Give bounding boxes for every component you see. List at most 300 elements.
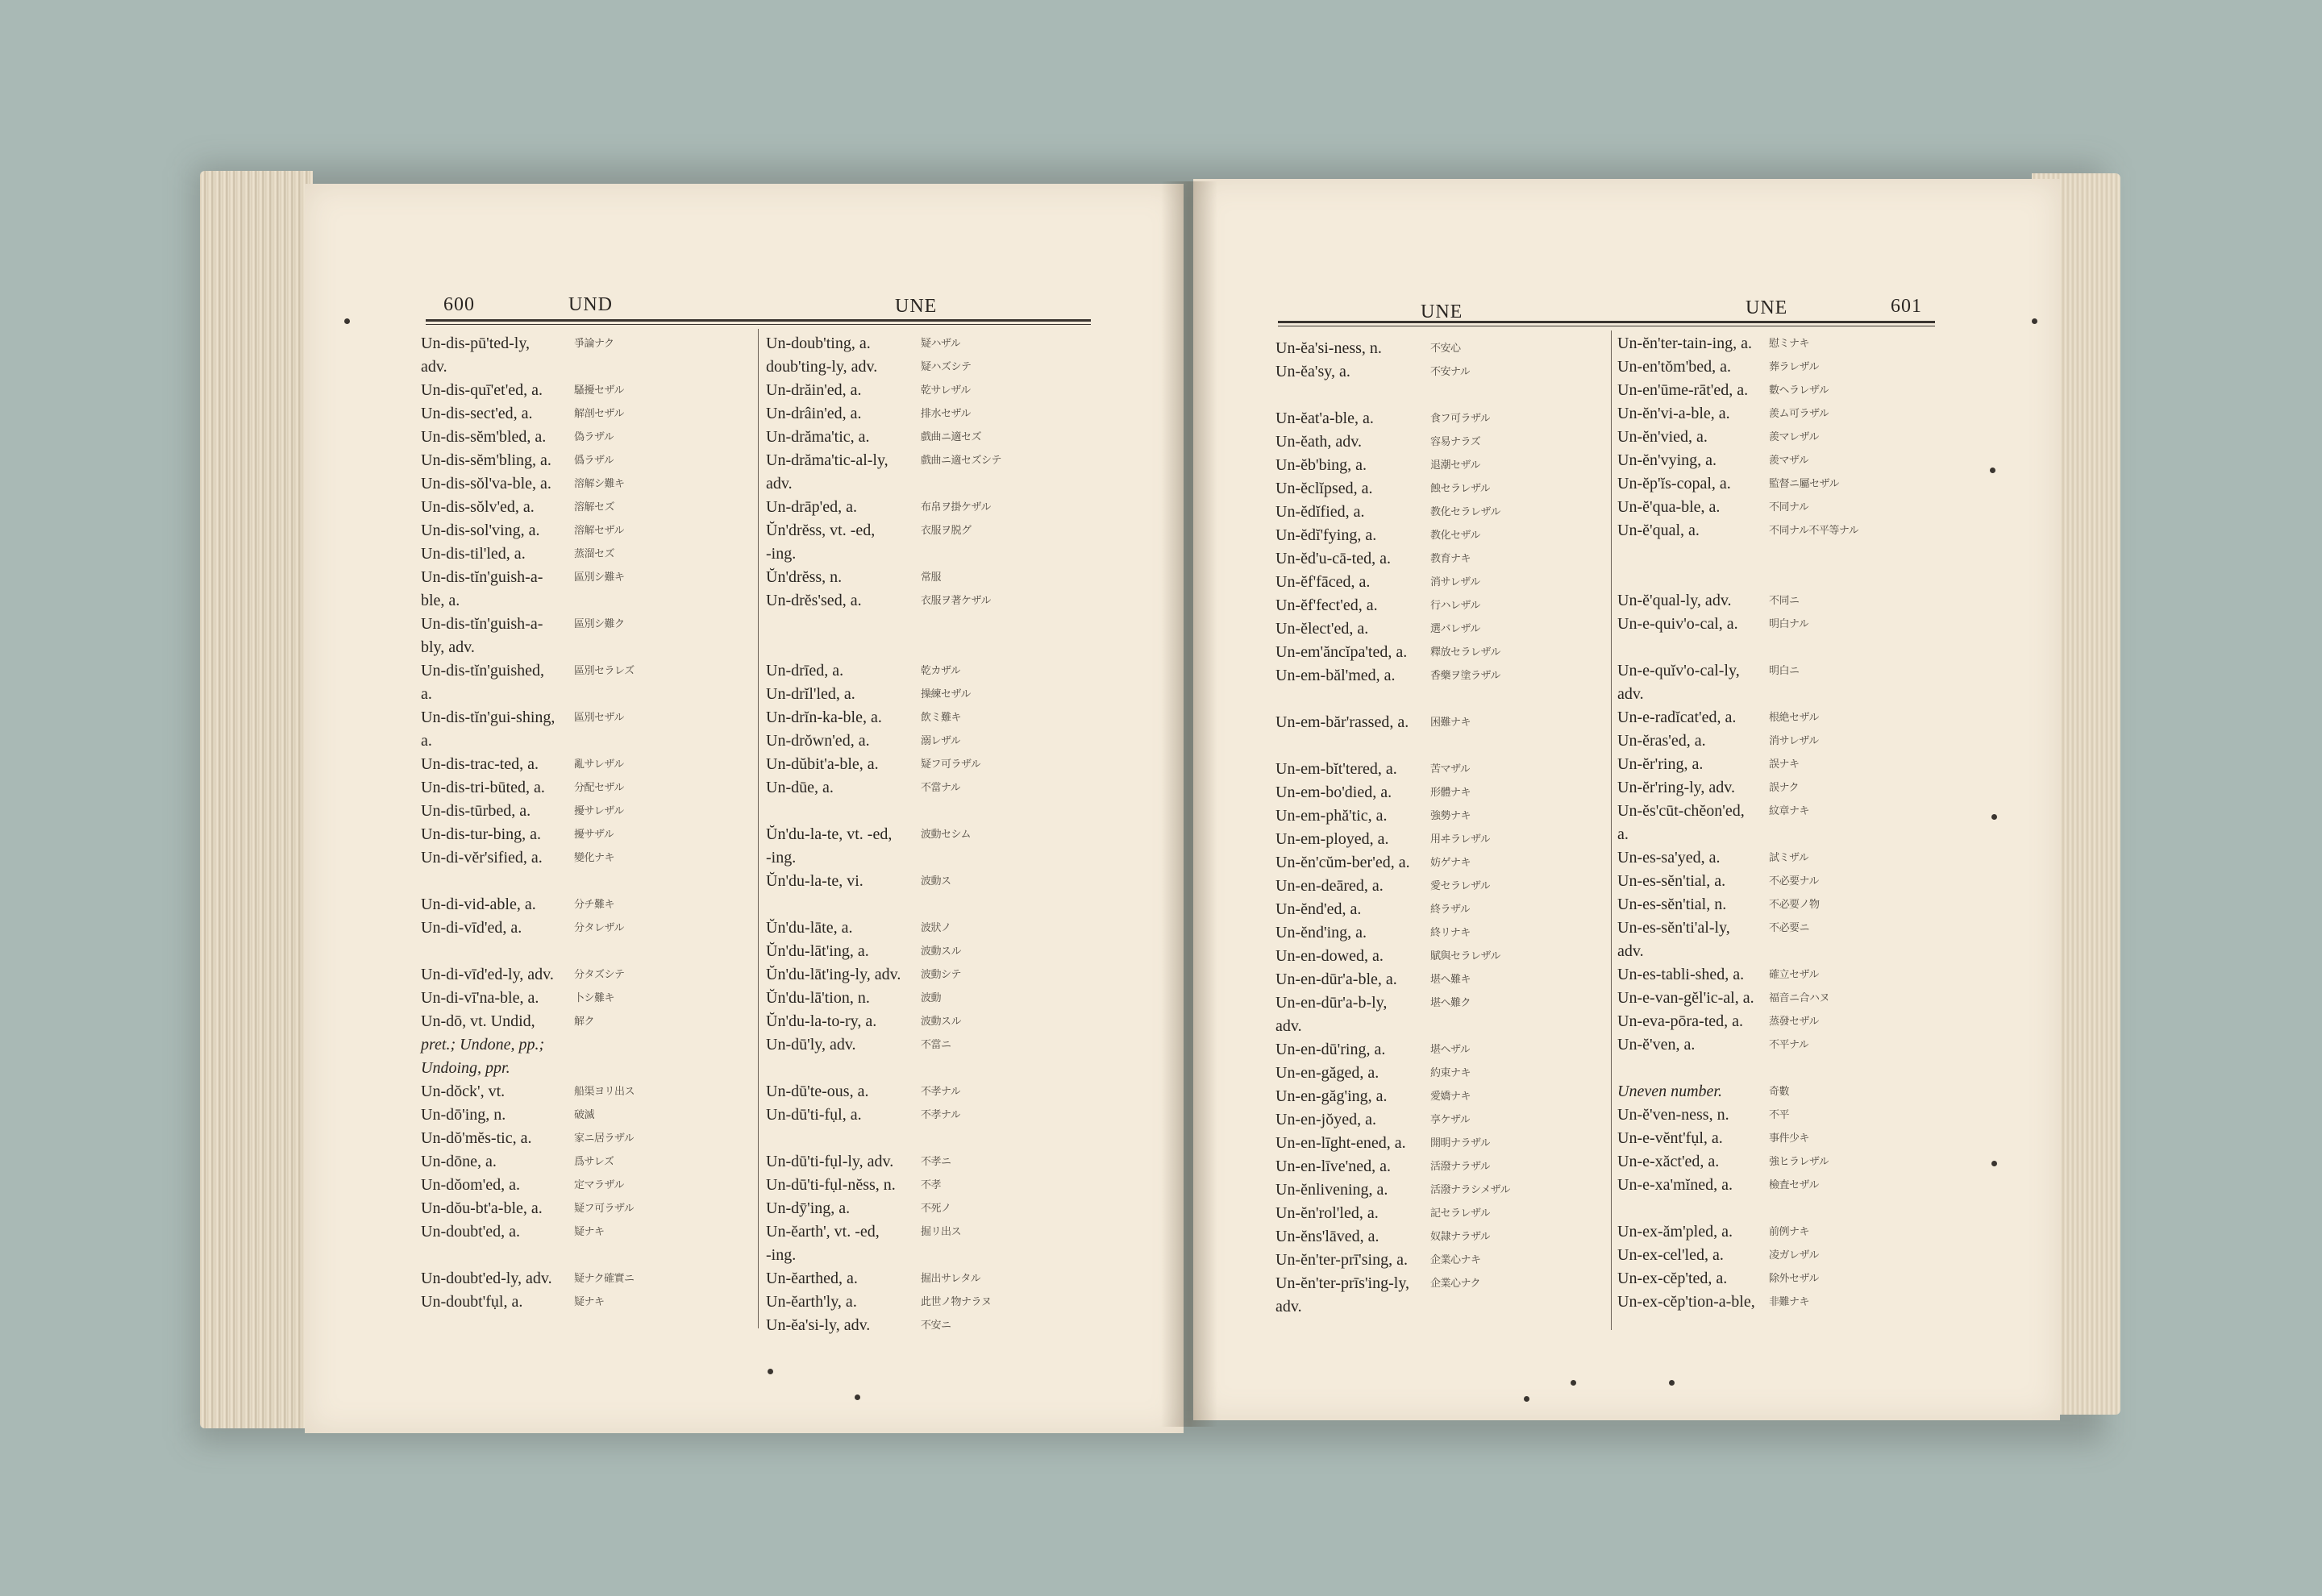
entry-gloss: 不孝ニ — [921, 1156, 951, 1168]
entry-gloss: 行ハレザル — [1430, 600, 1480, 612]
entry-gloss: 波動スル — [921, 1016, 962, 1028]
entry-gloss: 堪ヘザル — [1430, 1044, 1471, 1056]
dictionary-entry — [421, 1197, 751, 1220]
dictionary-entry — [421, 1267, 751, 1291]
entry-headword: Un-dis-trac-ted, a. — [421, 755, 539, 773]
entry-headword: Un-dŏu-bt'a-ble, a. — [421, 1199, 543, 1217]
dictionary-entry — [421, 870, 751, 893]
dictionary-entry — [1617, 1291, 1940, 1314]
entry-gloss: 區別セザル — [574, 712, 624, 724]
entry-gloss: 選バレザル — [1430, 623, 1480, 635]
entry-headword: Un-dōne, a. — [421, 1153, 497, 1170]
entry-gloss: 苦マザル — [1430, 763, 1471, 775]
entry-headword: Un-di-vĕr'sified, a. — [421, 849, 543, 867]
entry-headword: Ŭn'du-lā'tion, n. — [766, 989, 870, 1007]
dictionary-entry — [766, 1103, 1096, 1127]
entry-headword: Un-ex-cĕp'tion-a-ble, — [1617, 1293, 1755, 1311]
entry-headword: Un-di-vīd'ed-ly, adv. — [421, 966, 554, 983]
entry-headword: Un-e-radĭcat'ed, a. — [1617, 709, 1737, 726]
entry-gloss: 教化セラレザル — [1430, 506, 1500, 518]
entry-headword: Un-dis-tĭn'guished, — [421, 662, 545, 680]
dictionary-entry — [1617, 1103, 1940, 1127]
entry-headword: Un-dū'ly, adv. — [766, 1036, 856, 1054]
dictionary-entry — [1275, 547, 1608, 571]
entry-gloss: 奴隷ナラザル — [1430, 1231, 1491, 1243]
entry-headword: Un-ex-cel'led, a. — [1617, 1246, 1724, 1264]
entry-headword: Un-dis-tĭn'gui-shing, — [421, 709, 556, 726]
entry-headword: Un-ĕb'bing, a. — [1275, 456, 1367, 474]
dictionary-entry — [421, 987, 751, 1010]
dictionary-entry — [1275, 454, 1608, 477]
entry-gloss: 凌ガレザル — [1769, 1249, 1819, 1261]
dictionary-entry — [1617, 1010, 1940, 1033]
entry-gloss: 分タズシテ — [574, 969, 625, 981]
entry-gloss: 區別セラレズ — [574, 665, 635, 677]
left-header-guide-end: UNE — [895, 296, 938, 317]
dictionary-entry — [1617, 1080, 1940, 1103]
entry-gloss: 妨ゲナキ — [1430, 857, 1471, 869]
entry-gloss: 乾カザル — [921, 665, 961, 677]
dictionary-entry — [1617, 589, 1940, 613]
entry-gloss: 不孝 — [921, 1179, 942, 1191]
dictionary-entry — [766, 776, 1096, 800]
dictionary-entry — [1275, 1085, 1608, 1108]
dictionary-entry — [1617, 823, 1940, 846]
dictionary-entry — [766, 589, 1096, 613]
entry-headword: Un-ĕr'ring-ly, adv. — [1617, 779, 1735, 796]
entry-headword: -ing. — [766, 849, 797, 867]
dictionary-entry — [1617, 753, 1940, 776]
entry-headword: ble, a. — [421, 592, 460, 609]
dictionary-entry — [1617, 519, 1940, 542]
entry-headword: Un-doubt'ed, a. — [421, 1223, 521, 1241]
entry-headword: Un-ĕn'vied, a. — [1617, 428, 1708, 446]
entry-gloss: 堪ヘ難キ — [1430, 974, 1471, 986]
dictionary-entry — [1275, 617, 1608, 641]
entry-headword: Un-en-jŏyed, a. — [1275, 1111, 1376, 1128]
dictionary-entry — [1275, 921, 1608, 945]
entry-gloss: 疑フ可ラザル — [574, 1203, 635, 1215]
left-page-column-1 — [421, 332, 751, 1314]
entry-gloss: 不安ナル — [1430, 366, 1471, 378]
entry-headword: Un-drāp'ed, a. — [766, 498, 857, 516]
dictionary-entry — [1617, 1127, 1940, 1150]
entry-headword: Un-ĕns'lāved, a. — [1275, 1228, 1379, 1245]
entry-gloss: 檢査セザル — [1769, 1179, 1819, 1191]
dictionary-entry — [421, 426, 751, 449]
dictionary-entry — [766, 332, 1096, 355]
entry-gloss: 數ヘラレザル — [1769, 384, 1829, 397]
entry-headword: Un-drĭl'led, a. — [766, 685, 855, 703]
dictionary-entry — [766, 800, 1096, 823]
dictionary-entry — [766, 1267, 1096, 1291]
dictionary-entry — [1617, 449, 1940, 472]
entry-headword: Un-di-vīd'ed, a. — [421, 919, 522, 937]
dictionary-entry — [1275, 1062, 1608, 1085]
dictionary-entry — [766, 916, 1096, 940]
dictionary-entry — [421, 332, 751, 355]
entry-headword: bly, adv. — [421, 638, 475, 656]
entry-gloss: 疑フ可ラザル — [921, 759, 981, 771]
dictionary-entry — [421, 1150, 751, 1174]
dictionary-entry — [421, 1103, 751, 1127]
entry-headword: a. — [421, 685, 432, 703]
dictionary-entry — [421, 1291, 751, 1314]
entry-gloss: 分チ難キ — [574, 899, 615, 911]
dictionary-entry — [1275, 501, 1608, 524]
entry-headword: adv. — [1617, 942, 1644, 960]
entry-headword: Un-es-sa'yed, a. — [1617, 849, 1721, 867]
dictionary-entry — [766, 753, 1096, 776]
entry-headword: Un-ĕarth', vt. -ed, — [766, 1223, 880, 1241]
dictionary-entry — [1275, 1202, 1608, 1225]
dictionary-entry — [1275, 524, 1608, 547]
entry-gloss: 確立セザル — [1769, 969, 1819, 981]
dictionary-entry — [766, 1197, 1096, 1220]
entry-gloss: 明白ナル — [1769, 618, 1809, 630]
entry-headword: Un-es-sĕn'tial, n. — [1617, 896, 1727, 913]
entry-headword: Un-di-vid-able, a. — [421, 896, 536, 913]
dictionary-entry — [1275, 407, 1608, 430]
entry-headword: Un-dū'ti-fụl, a. — [766, 1106, 862, 1124]
entry-gloss: 根絶セザル — [1769, 712, 1819, 724]
entry-gloss: 不同ナル — [1769, 501, 1809, 513]
entry-headword: Un-dŭbit'a-ble, a. — [766, 755, 879, 773]
entry-gloss: 慰ミナキ — [1769, 338, 1810, 350]
entry-headword: Un-en-dū'ring, a. — [1275, 1041, 1386, 1058]
entry-gloss: 誤ナキ — [1769, 759, 1800, 771]
entry-gloss: 不必要ニ — [1769, 922, 1810, 934]
ink-spot — [1990, 468, 1995, 473]
dictionary-entry — [1617, 916, 1940, 940]
entry-gloss: 操練セザル — [921, 688, 971, 700]
entry-headword: Un-ĕath, adv. — [1275, 433, 1362, 451]
entry-headword: Un-ĕdĭfied, a. — [1275, 503, 1365, 521]
right-page-column-2 — [1617, 332, 1940, 1314]
entry-headword: Ŭn'du-la-te, vi. — [766, 872, 863, 890]
dictionary-entry — [1275, 664, 1608, 688]
entry-gloss: 戲曲ニ適セズ — [921, 431, 982, 443]
entry-headword: Un-ĕs'cūt-chĕon'ed, — [1617, 802, 1745, 820]
entry-headword: Un-ĕarth'ly, a. — [766, 1293, 857, 1311]
entry-headword: Un-ĕd'u-cā-ted, a. — [1275, 550, 1391, 567]
entry-headword: Un-ĕa'sy, a. — [1275, 363, 1350, 380]
dictionary-entry — [1617, 1174, 1940, 1197]
dictionary-entry — [1275, 1132, 1608, 1155]
entry-gloss: 擾サザル — [574, 829, 614, 841]
dictionary-entry — [1275, 758, 1608, 781]
entry-gloss: 僞ラザル — [574, 455, 614, 467]
ink-spot — [1669, 1380, 1675, 1386]
dictionary-entry — [421, 472, 751, 496]
entry-gloss: 形體ナキ — [1430, 787, 1471, 799]
entry-headword: Undoing, ppr. — [421, 1059, 510, 1077]
dictionary-entry — [1275, 360, 1608, 384]
left-header-guide-start: UND — [568, 294, 613, 315]
entry-headword: Un-ĕf'fect'ed, a. — [1275, 596, 1378, 614]
entry-headword: Un-ĕnlivening, a. — [1275, 1181, 1388, 1199]
entry-gloss: 布帛ヲ掛ケザル — [921, 501, 991, 513]
dictionary-entry — [421, 449, 751, 472]
entry-headword: Un-dūe, a. — [766, 779, 834, 796]
entry-gloss: 區別シ難キ — [574, 571, 625, 584]
dictionary-entry — [766, 729, 1096, 753]
entry-headword: Un-dis-tri-būted, a. — [421, 779, 545, 796]
dictionary-entry — [421, 566, 751, 589]
entry-headword: Ŭn'du-lāt'ing, a. — [766, 942, 869, 960]
entry-headword: Un-doubt'fụl, a. — [421, 1293, 523, 1311]
dictionary-entry — [1617, 870, 1940, 893]
dictionary-entry — [1617, 683, 1940, 706]
entry-gloss: 食フ可ラザル — [1430, 413, 1491, 425]
entry-headword: Un-drăin'ed, a. — [766, 381, 862, 399]
dictionary-entry — [1275, 1272, 1608, 1295]
dictionary-entry — [421, 1244, 751, 1267]
dictionary-entry — [766, 1174, 1096, 1197]
entry-headword: Un-dis-sŏl'va-ble, a. — [421, 475, 551, 493]
dictionary-entry — [766, 987, 1096, 1010]
dictionary-entry — [766, 846, 1096, 870]
entry-headword: Un-ex-ăm'pled, a. — [1617, 1223, 1733, 1241]
dictionary-entry — [766, 426, 1096, 449]
entry-gloss: 解ク — [574, 1016, 595, 1028]
entry-headword: Un-e-vĕnt'fụl, a. — [1617, 1129, 1723, 1147]
entry-gloss: 困難ナキ — [1430, 717, 1471, 729]
dictionary-entry — [1275, 898, 1608, 921]
entry-gloss: 不必要ナル — [1769, 875, 1819, 887]
dictionary-entry — [766, 355, 1096, 379]
dictionary-entry — [421, 940, 751, 963]
entry-headword: Un-ĕf'fāced, a. — [1275, 573, 1371, 591]
entry-gloss: 疑ナキ — [574, 1296, 605, 1308]
entry-headword: Un-e-van-gĕl'ic-al, a. — [1617, 989, 1754, 1007]
right-header-rule — [1278, 321, 1935, 323]
entry-gloss: 區別シ難ク — [574, 618, 625, 630]
dictionary-entry — [1617, 1220, 1940, 1244]
entry-headword: Un-eva-pōra-ted, a. — [1617, 1012, 1744, 1030]
entry-headword: Un-ĕn'ter-prī'sing, a. — [1275, 1251, 1408, 1269]
entry-headword: Un-en-dūr'a-ble, a. — [1275, 970, 1397, 988]
dictionary-entry — [1275, 875, 1608, 898]
dictionary-entry — [1275, 711, 1608, 734]
dictionary-entry — [766, 1291, 1096, 1314]
entry-headword: Un-ĕn'ter-prīs'ing-ly, — [1275, 1274, 1410, 1292]
dictionary-entry — [766, 472, 1096, 496]
dictionary-entry — [766, 963, 1096, 987]
entry-gloss: 企業心ナキ — [1430, 1254, 1481, 1266]
entry-headword: Un-em-băr'rassed, a. — [1275, 713, 1409, 731]
entry-gloss: 誤ナク — [1769, 782, 1799, 794]
entry-gloss: 不當ナル — [921, 782, 961, 794]
entry-headword: Un-dis-sĕm'bling, a. — [421, 451, 551, 469]
right-column-divider — [1611, 330, 1612, 1330]
entry-headword: Un-ĕlect'ed, a. — [1275, 620, 1369, 638]
ink-spot — [768, 1369, 773, 1374]
entry-headword: Un-en-găg'ing, a. — [1275, 1087, 1388, 1105]
entry-headword: pret.; Undone, pp.; — [421, 1036, 545, 1054]
entry-gloss: 疑ナク確實ニ — [574, 1273, 635, 1285]
dictionary-entry — [1617, 1057, 1940, 1080]
dictionary-entry — [1275, 688, 1608, 711]
dictionary-entry — [421, 706, 751, 729]
entry-headword: Un-dis-sĕm'bled, a. — [421, 428, 547, 446]
entry-gloss: 釋放セラレザル — [1430, 646, 1500, 659]
dictionary-entry — [1617, 1197, 1940, 1220]
entry-headword: Ŭn'du-la-to-ry, a. — [766, 1012, 877, 1030]
dictionary-entry — [1617, 893, 1940, 916]
entry-gloss: 飲ミ難キ — [921, 712, 962, 724]
dictionary-entry — [1617, 706, 1940, 729]
entry-gloss: 活潑ナラシメザル — [1430, 1184, 1510, 1196]
dictionary-entry — [421, 355, 751, 379]
dictionary-entry — [766, 1314, 1096, 1337]
dictionary-entry — [421, 1220, 751, 1244]
dictionary-entry — [1617, 776, 1940, 800]
left-page-number: 600 — [443, 294, 475, 315]
entry-gloss: 偽ラザル — [574, 431, 614, 443]
entry-headword: Un-drâin'ed, a. — [766, 405, 862, 422]
entry-gloss: 波狀ノ — [921, 922, 951, 934]
dictionary-entry — [766, 870, 1096, 893]
entry-gloss: 不安ニ — [921, 1320, 951, 1332]
entry-headword: Un-ĕ'qual-ly, adv. — [1617, 592, 1732, 609]
entry-headword: adv. — [1617, 685, 1644, 703]
entry-gloss: 擾サレザル — [574, 805, 624, 817]
dictionary-entry — [421, 519, 751, 542]
entry-headword: Un-doub'ting, a. — [766, 335, 871, 352]
dictionary-entry — [766, 1244, 1096, 1267]
entry-headword: Un-dis-tĭn'guish-a- — [421, 568, 543, 586]
entry-headword: Un-ĕ'ven-ness, n. — [1617, 1106, 1729, 1124]
entry-gloss: 不必要ノ物 — [1769, 899, 1820, 911]
entry-headword: Un-ĕnd'ed, a. — [1275, 900, 1362, 918]
entry-gloss: 戲曲ニ適セズシテ — [921, 455, 1002, 467]
entry-gloss: 終リナキ — [1430, 927, 1471, 939]
entry-gloss: 溶解セザル — [574, 525, 624, 537]
dictionary-entry — [1275, 991, 1608, 1015]
entry-headword: Un-dȳ'ing, a. — [766, 1199, 851, 1217]
dictionary-entry — [1617, 426, 1940, 449]
entry-headword: Uneven number. — [1617, 1083, 1722, 1100]
entry-gloss: 波動 — [921, 992, 942, 1004]
entry-gloss: 容易ナラズ — [1430, 436, 1481, 448]
dictionary-entry — [766, 706, 1096, 729]
entry-gloss: 強勢ナキ — [1430, 810, 1471, 822]
entry-headword: Un-en-dūr'a-b-ly, — [1275, 994, 1388, 1012]
entry-headword: Un-drĕs'sed, a. — [766, 592, 862, 609]
dictionary-entry — [766, 1080, 1096, 1103]
dictionary-entry — [766, 1127, 1096, 1150]
entry-gloss: 爲サレズ — [574, 1156, 614, 1168]
entry-headword: Un-dis-quī'et'ed, a. — [421, 381, 543, 399]
dictionary-entry — [1275, 1015, 1608, 1038]
entry-headword: Un-em-phă'tic, a. — [1275, 807, 1388, 825]
dictionary-entry — [421, 636, 751, 659]
entry-gloss: 前例ナキ — [1769, 1226, 1810, 1238]
entry-gloss: 活潑ナラザル — [1430, 1161, 1491, 1173]
dictionary-entry — [1275, 781, 1608, 804]
entry-headword: Un-ĕarthed, a. — [766, 1270, 858, 1287]
right-header-guide-start: UNE — [1421, 301, 1463, 322]
entry-gloss: 定マラザル — [574, 1179, 624, 1191]
entry-headword: Un-en-līve'ned, a. — [1275, 1158, 1391, 1175]
entry-gloss: 企業心ナク — [1430, 1278, 1480, 1290]
dictionary-entry — [1275, 1225, 1608, 1249]
entry-gloss: 不孝ナル — [921, 1109, 961, 1121]
entry-headword: adv. — [766, 475, 793, 493]
ink-spot — [1524, 1396, 1529, 1402]
entry-headword: adv. — [1275, 1298, 1302, 1315]
dictionary-entry — [766, 402, 1096, 426]
entry-gloss: 掘リ出ス — [921, 1226, 962, 1238]
entry-headword: Un-em-bĭt'tered, a. — [1275, 760, 1397, 778]
left-page-edges — [200, 171, 313, 1428]
entry-headword: Un-ĕn'cŭm-ber'ed, a. — [1275, 854, 1410, 871]
entry-headword: Un-ĕa'si-ly, adv. — [766, 1316, 871, 1334]
dictionary-entry — [1275, 1249, 1608, 1272]
dictionary-entry — [1275, 945, 1608, 968]
entry-headword: Un-dŏ'mĕs-tic, a. — [421, 1129, 532, 1147]
entry-gloss: 用ヰラレザル — [1430, 833, 1491, 846]
entry-gloss: 疑ハズシテ — [921, 361, 972, 373]
dictionary-entry — [1275, 430, 1608, 454]
dictionary-entry — [766, 636, 1096, 659]
entry-headword: Un-dū'ti-fụl-ly, adv. — [766, 1153, 894, 1170]
entry-gloss: 衣服ヲ脱グ — [921, 525, 972, 537]
entry-gloss: 分タレザル — [574, 922, 624, 934]
ink-spot — [2032, 318, 2037, 324]
dictionary-entry — [766, 940, 1096, 963]
entry-gloss: 船渠ヨリ出ス — [574, 1086, 635, 1098]
entry-gloss: 分配セザル — [574, 782, 624, 794]
dictionary-entry — [1275, 641, 1608, 664]
dictionary-entry — [1617, 1244, 1940, 1267]
entry-headword: Un-dis-sect'ed, a. — [421, 405, 533, 422]
entry-headword: Un-em-ployed, a. — [1275, 830, 1389, 848]
entry-headword: adv. — [1275, 1017, 1302, 1035]
entry-headword: Un-dō, vt. Undid, — [421, 1012, 535, 1030]
entry-gloss: 開明ナラザル — [1430, 1137, 1491, 1149]
entry-gloss: 事件少キ — [1769, 1133, 1810, 1145]
dictionary-entry — [1617, 940, 1940, 963]
entry-headword: Un-dis-pū'ted-ly, — [421, 335, 531, 352]
dictionary-entry — [421, 823, 751, 846]
entry-gloss: 羨マレザル — [1769, 431, 1819, 443]
dictionary-entry — [421, 1057, 751, 1080]
dictionary-entry — [421, 1080, 751, 1103]
dictionary-entry — [421, 379, 751, 402]
entry-headword: Un-en-līght-ened, a. — [1275, 1134, 1406, 1152]
dictionary-entry — [1617, 402, 1940, 426]
dictionary-entry — [421, 893, 751, 916]
entry-headword: Un-en-deāred, a. — [1275, 877, 1384, 895]
entry-gloss: 蝕セラレザル — [1430, 483, 1491, 495]
entry-headword: Un-en'tŏm'bed, a. — [1617, 358, 1732, 376]
entry-headword: Un-drŏwn'ed, a. — [766, 732, 870, 750]
dictionary-entry — [766, 613, 1096, 636]
entry-gloss: 終ラザル — [1430, 904, 1471, 916]
entry-gloss: 堪ヘ難ク — [1430, 997, 1471, 1009]
dictionary-entry — [421, 846, 751, 870]
entry-headword: Un-ĕn'vi-a-ble, a. — [1617, 405, 1730, 422]
right-header-guide-end: UNE — [1746, 297, 1788, 318]
dictionary-entry — [1275, 968, 1608, 991]
entry-gloss: 不死ノ — [921, 1203, 951, 1215]
entry-gloss: 約束ナキ — [1430, 1067, 1471, 1079]
entry-gloss: 此世ノ物ナラヌ — [921, 1296, 992, 1308]
right-page-number: 601 — [1891, 296, 1922, 317]
entry-gloss: 波動セシム — [921, 829, 971, 841]
